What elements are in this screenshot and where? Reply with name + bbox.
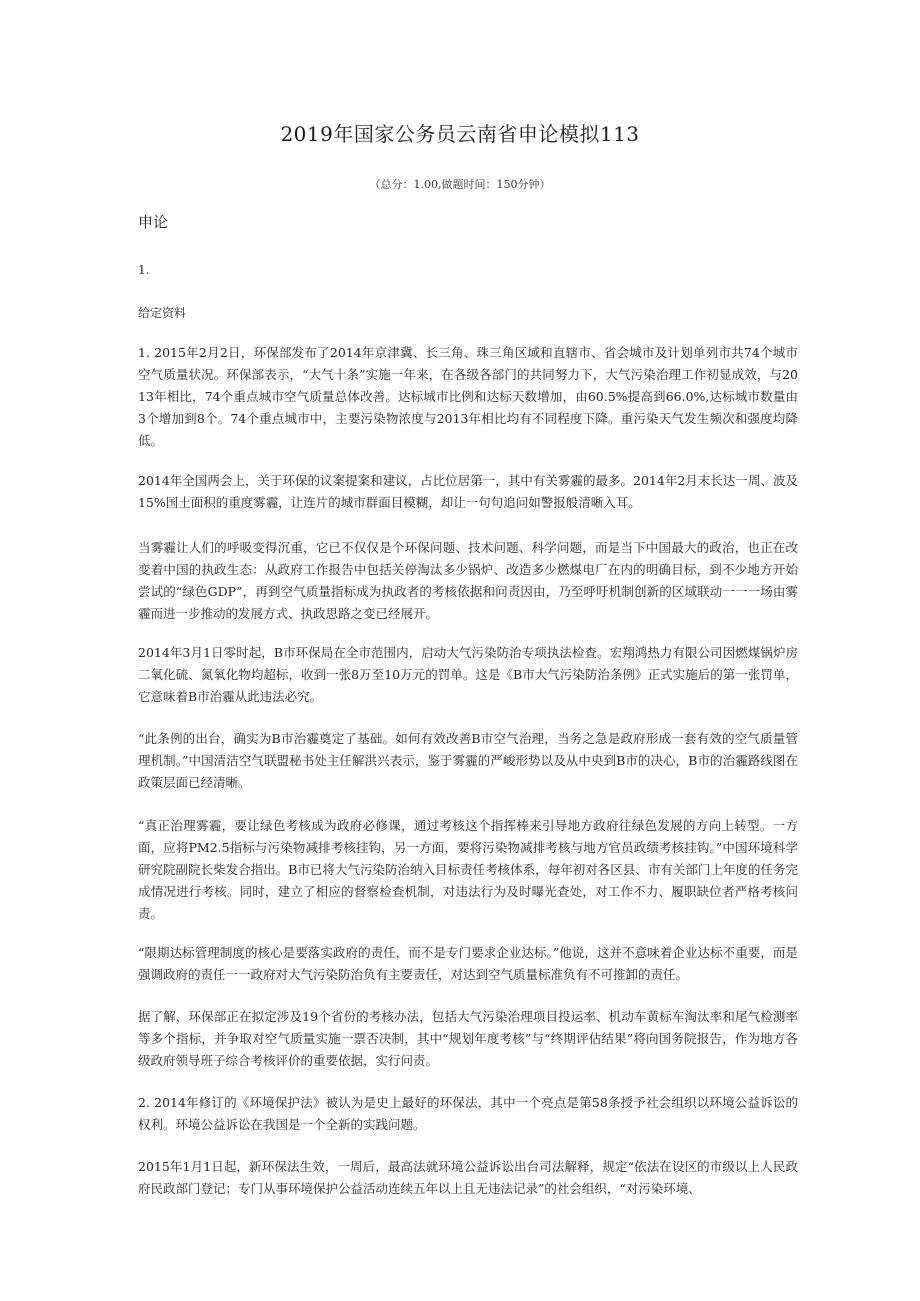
paragraph-2: 2014年全国两会上，关于环保的议案提案和建议，占比位居第一，其中有关雾霾的最多。2014年2月末长达一周、波及15%国土面积的重度雾霾，让连片的城市群面目模糊，却让一句句追问如警报般清晰入耳。 (138, 473, 798, 510)
document-title: 2019年国家公务员云南省申论模拟113 (280, 122, 640, 146)
material-label: 给定资料 (138, 306, 187, 320)
paragraph-4: 2014年3月1日零时起，B市环保局在全市范围内，启动大气污染防治专项执法检查。宏翔鸿热力有限公司因燃煤锅炉房二氧化硫、氮氧化物均超标，收到一张8万至10万元的罚单。这是《B市大气污染防治条例》正式实施后的第一张罚单，它意味着B市治霾从此违法必究。 (138, 645, 798, 704)
question-number: 1. (138, 263, 150, 277)
paragraph-9: 2. 2014年修订的《环境保护法》被认为是史上最好的环保法，其中一个亮点是第58条授予社会组织以环境公益诉讼的权利。环境公益诉讼在我国是一个全新的实践问题。 (138, 1095, 798, 1132)
paragraph-5: “此条例的出台，确实为B市治霾奠定了基础。如何有效改善B市空气治理，当务之急是政府形成一套有效的空气质量管理机制。”中国清洁空气联盟秘书处主任解洪兴表示，鉴于雾霾的严峻形势以及从中央到B市的决心，B市的治霾路线图在政策层面已经清晰。 (138, 731, 798, 790)
paragraph-3: 当雾霾让人们的呼吸变得沉重，它已不仅仅是个环保问题、技术问题、科学问题，而是当下中国最大的政治，也正在改变着中国的执政生态：从政府工作报告中包括关停淘汰多少锅炉、改造多少燃煤电厂在内的明确目标，到不少地方开始尝试的“绿色GDP”，再到空气质量指标成为执政者的考核依据和问责因由，乃至呼吁机制创新的区域联动一一一场由雾霾而进一步推动的发展方式、执政思路之变已经展开。 (138, 540, 798, 621)
paragraph-6: “真正治理雾霾，要让绿色考核成为政府必修课，通过考核这个指挥棒来引导地方政府往绿色发展的方向上转型。一方面，应将PM2.5指标与污染物减排考核挂钩，另一方面，要将污染物减排考核与地方官员政绩考核挂钩。”中国环境科学研究院副院长柴发合指出。B市已将大气污染防治纳入目标责任考核体系，每年初对各区县、市有关部门上年度的任务完成情况进行考核。同时，建立了相应的督察检查机制，对违法行为及时曝光查处，对工作不力、履职缺位者严格考核问责。 (138, 818, 798, 921)
paragraph-7: “限期达标管理制度的核心是要落实政府的责任，而不是专门要求企业达标。”他说，这并不意味着企业达标不重要，而是强调政府的责任一一政府对大气污染防治负有主要责任，对达到空气质量标准负有不可推卸的责任。 (138, 945, 798, 982)
paragraph-8: 据了解，环保部正在拟定涉及19个省份的考核办法，包括大气污染治理项目投运率、机动车黄标车淘汰率和尾气检测率等多个指标，并争取对空气质量实施一票否决制，其中“规划年度考核”与“终期评估结果”将向国务院报告，作为地方各级政府领导班子综合考核评价的重要依据，实行问责。 (138, 1009, 798, 1068)
document-subtitle: （总分：1.00,做题时间：150分钟） (369, 178, 551, 191)
paragraph-10: 2015年1月1日起，新环保法生效，一周后，最高法就环境公益诉讼出台司法解释，规定“依法在设区的市级以上人民政府民政部门登记；专门从事环境保护公益活动连续五年以上且无违法记录”的社会组织，“对污染环境、 (138, 1159, 798, 1196)
section-heading: 申论 (138, 213, 169, 231)
paragraph-1: 1. 2015年2月2日，环保部发布了2014年京津冀、长三角、珠三角区域和直辖市、省会城市及计划单列市共74个城市空气质量状况。环保部表示，“大气十条”实施一年来，在各级各部门的共同努力下，大气污染治理工作初显成效，与2013年相比，74个重点城市空气质量总体改善。达标城市比例和达标天数增加，由60.5%提高到66.0%,达标城市数量由3个增加到8个。74个重点城市中，主要污染物浓度与2013年相比均有不同程度下降。重污染天气发生频次和强度均降低。 (138, 345, 798, 448)
